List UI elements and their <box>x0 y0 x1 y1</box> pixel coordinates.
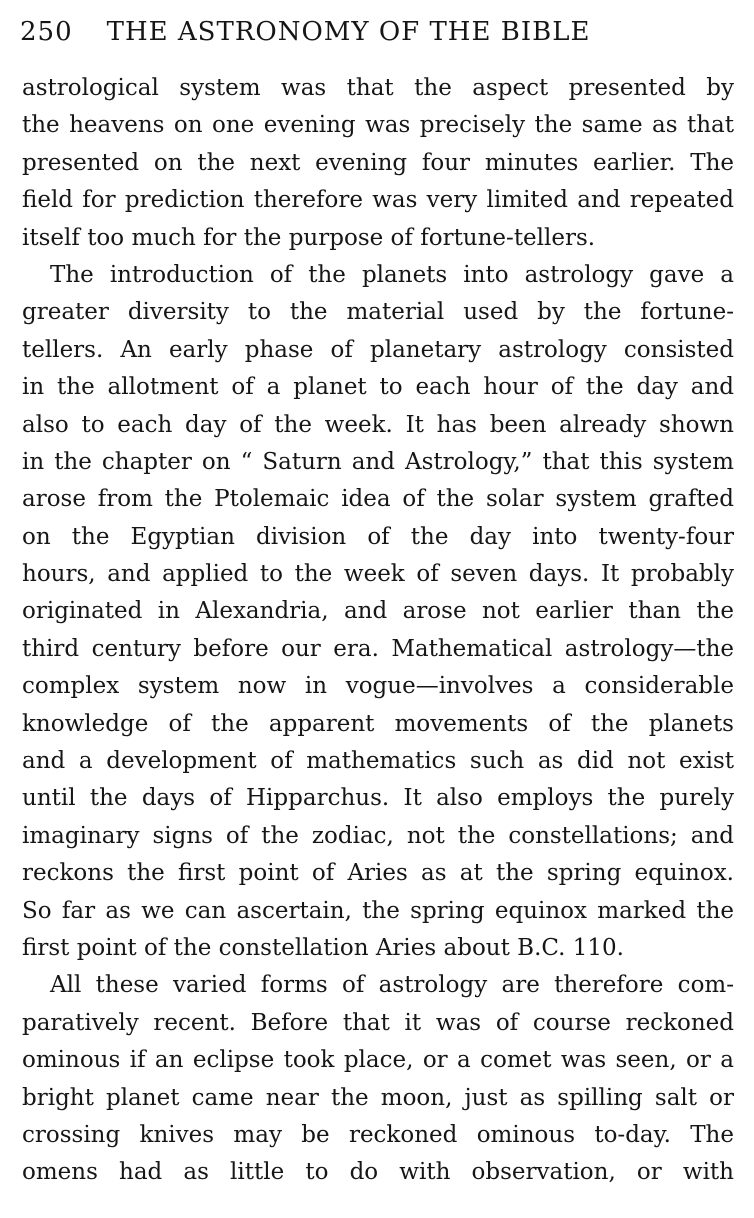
text-line: All these varied forms of astrology are therefore com- <box>50 972 734 999</box>
page-number: 250 <box>20 17 73 47</box>
text-line: presented on the next evening four minutes earlier. The <box>22 149 734 176</box>
text-line: originated in Alexandria, and arose not earlier than the <box>22 598 734 625</box>
text-line: So far as we can ascertain, the spring equinox marked the <box>22 897 734 924</box>
text-line: bright planet came near the moon, just as spilling salt or <box>22 1084 734 1111</box>
text-line: complex system now in vogue—involves a considerable <box>22 673 734 700</box>
text-line: reckons the first point of Aries as at the spring equinox. <box>22 860 734 887</box>
text-line: on the Egyptian division of the day into twenty-four <box>22 523 734 550</box>
text-line: field for prediction therefore was very limited and repeated <box>22 187 734 214</box>
text-line: knowledge of the apparent movements of the planets <box>22 710 734 737</box>
text-line: in the allotment of a planet to each hour of the day and <box>22 374 734 401</box>
paragraph-planetary-astrology <box>22 257 734 967</box>
text-line: crossing knives may be reckoned ominous to-day. The <box>22 1121 734 1148</box>
text-line: until the days of Hipparchus. It also employs the purely <box>22 785 734 812</box>
text-line: also to each day of the week. It has been already shown <box>22 411 734 438</box>
text-line: The introduction of the planets into astrology gave a <box>50 261 734 288</box>
text-line: in the chapter on “ Saturn and Astrology,” that this system <box>22 448 734 475</box>
text-line: third century before our era. Mathematical astrology—the <box>22 635 734 662</box>
running-head <box>20 12 734 52</box>
text-line: ominous if an eclipse took place, or a comet was seen, or a <box>22 1047 734 1074</box>
text-line: hours, and applied to the week of seven days. It probably <box>22 561 734 588</box>
text-line: first point of the constellation Aries about B.C. 110. <box>22 934 624 961</box>
text-line: the heavens on one evening was precisely the same as that <box>22 112 734 139</box>
text-line: paratively recent. Before that it was of course reckoned <box>22 1009 734 1036</box>
text-line: and a development of mathematics such as did not exist <box>22 748 734 775</box>
paragraph-recent-forms <box>22 967 734 1191</box>
text-line: arose from the Ptolemaic idea of the solar system grafted <box>22 486 734 513</box>
text-line: astrological system was that the aspect presented by <box>22 75 734 101</box>
body-text <box>22 70 734 1192</box>
book-title: THE ASTRONOMY OF THE BIBLE <box>106 17 591 47</box>
text-line: tellers. An early phase of planetary astrology consisted <box>22 336 734 363</box>
text-line: omens had as little to do with observation, or with <box>22 1159 734 1186</box>
paragraph-continuation <box>22 70 734 257</box>
text-line: itself too much for the purpose of fortune-tellers. <box>22 224 596 251</box>
text-line: imaginary signs of the zodiac, not the constellations; and <box>22 822 734 849</box>
text-line: greater diversity to the material used by the fortune- <box>22 299 734 326</box>
